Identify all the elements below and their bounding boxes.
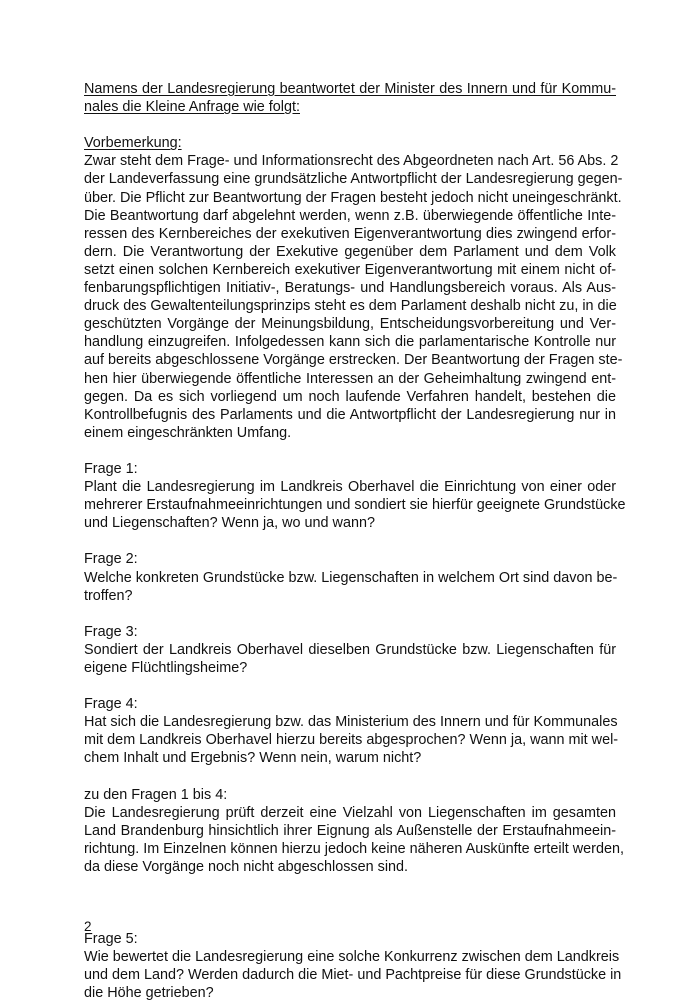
question-1	[84, 460, 626, 532]
document-body	[84, 80, 626, 1003]
spacer	[84, 768, 616, 786]
answer-questions-1-4	[84, 786, 624, 876]
question-2	[84, 550, 616, 604]
preliminary-line: geschützten Vorgänge der Meinungsbildung, Entscheidungsvorbereitung und Ver-	[84, 316, 616, 333]
preliminary-line: ressen des Kernbereiches der exekutiven Eigenverantwortung dies zwingend erfor-	[84, 225, 616, 242]
question-line: Welche konkreten Grundstücke bzw. Liegenschaften in welchem Ort sind davon be-	[84, 569, 618, 586]
question-line: Hat sich die Landesregierung bzw. das Ministerium des Innern und für Kommunales	[84, 714, 618, 731]
intro-line: nales die Kleine Anfrage wie folgt:	[84, 99, 300, 116]
intro-paragraph	[84, 80, 616, 116]
preliminary-line: Zwar steht dem Frage- und Informationsrecht des Abgeordneten nach Art. 56 Abs. 2	[84, 153, 619, 170]
preliminary-line: einem eingeschränkten Umfang.	[84, 424, 292, 441]
spacer	[84, 442, 616, 460]
answer-line: da diese Vorgänge noch nicht abgeschlossen sind.	[84, 859, 409, 876]
question-3	[84, 623, 616, 677]
question-line: Sondiert der Landkreis Oberhavel dieselben Grundstücke bzw. Liegenschaften für	[84, 641, 616, 658]
preliminary-line: Die Beantwortung darf abgelehnt werden, wenn z.B. überwiegende öffentliche Inte-	[84, 207, 616, 224]
question-label: Frage 2:	[84, 551, 138, 568]
preliminary-line: gegen. Da es sich vorliegend um noch laufende Verfahren handelt, bestehen die	[84, 388, 616, 405]
preliminary-line: hen hier überwiegende öffentliche Interessen an der Geheimhaltung zwingend ent-	[84, 370, 616, 387]
preliminary-line: Kontrollbefugnis des Parlaments und die Antwortpflicht der Landesregierung nur in	[84, 406, 616, 423]
answer-label: zu den Fragen 1 bis 4:	[84, 786, 228, 803]
question-line: Wie bewertet die Landesregierung eine solche Konkurrenz zwischen dem Landkreis	[84, 949, 620, 966]
question-line: und dem Land? Werden dadurch die Miet- und Pachtpreise für diese Grundstücke in	[84, 967, 622, 984]
question-line: mit dem Landkreis Oberhavel hierzu bereits abgesprochen? Wenn ja, wann mit wel-	[84, 732, 619, 749]
question-label: Frage 4:	[84, 696, 138, 713]
question-label: Frage 1:	[84, 460, 138, 477]
question-label: Frage 5:	[84, 931, 138, 948]
preliminary-line: handlung einzugreifen. Infolgedessen kann sich die parlamentarische Kontrolle nur	[84, 334, 616, 351]
spacer	[84, 677, 616, 695]
question-label: Frage 3:	[84, 623, 138, 640]
question-5	[84, 930, 622, 1002]
question-line: die Höhe getrieben?	[84, 985, 214, 1002]
question-line: und Liegenschaften? Wenn ja, wo und wann?	[84, 515, 375, 532]
preliminary-line: über. Die Pflicht zur Beantwortung der Fragen besteht jedoch nicht uneingeschränkt.	[84, 189, 622, 206]
preliminary-line: der Landeverfassung eine grundsätzliche Antwortpflicht der Landesregierung gegen-	[84, 171, 623, 188]
preliminary-line: druck des Gewaltenteilungsprinzips steht es dem Parlament deshalb nicht zu, in die	[84, 298, 617, 315]
answer-line: Land Brandenburg hinsichtlich ihrer Eignung als Außenstelle der Erstaufnahmeein-	[84, 822, 616, 839]
intro-line: Namens der Landesregierung beantwortet der Minister des Innern und für Kommu-	[84, 81, 616, 97]
spacer	[84, 116, 616, 134]
question-line: eigene Flüchtlingsheime?	[84, 660, 248, 676]
spacer	[84, 876, 616, 930]
question-line: mehrerer Erstaufnahmeeinrichtungen und sondiert sie hierfür geeignete Grundstücke	[84, 497, 626, 514]
preliminary-section	[84, 134, 623, 442]
question-line: Plant die Landesregierung im Landkreis Oberhavel die Einrichtung von einer oder	[84, 479, 616, 496]
preliminary-line: fenbarungspflichtigen Initiativ-, Beratungs- und Handlungsbereich voraus. Als Aus-	[84, 280, 616, 297]
spacer	[84, 605, 616, 623]
question-4	[84, 695, 619, 767]
spacer	[84, 532, 616, 550]
question-line: chem Inhalt und Ergebnis? Wenn nein, warum nicht?	[84, 750, 422, 767]
answer-line: richtung. Im Einzelnen können hierzu jedoch keine näheren Auskünfte erteilt werden,	[84, 840, 624, 857]
page-number: 2	[84, 919, 92, 934]
preliminary-line: dern. Die Verantwortung der Exekutive gegenüber dem Parlament und dem Volk	[84, 243, 616, 260]
question-line: troffen?	[84, 587, 133, 604]
preliminary-line: auf bereits abgeschlossene Vorgänge erstrecken. Der Beantwortung der Fragen ste-	[84, 352, 623, 369]
preliminary-line: setzt einen solchen Kernbereich exekutiver Eigenverantwortung mit einem nicht of-	[84, 261, 616, 278]
answer-line: Die Landesregierung prüft derzeit eine Vielzahl von Liegenschaften im gesamten	[84, 804, 616, 821]
preliminary-heading: Vorbemerkung:	[84, 135, 182, 152]
